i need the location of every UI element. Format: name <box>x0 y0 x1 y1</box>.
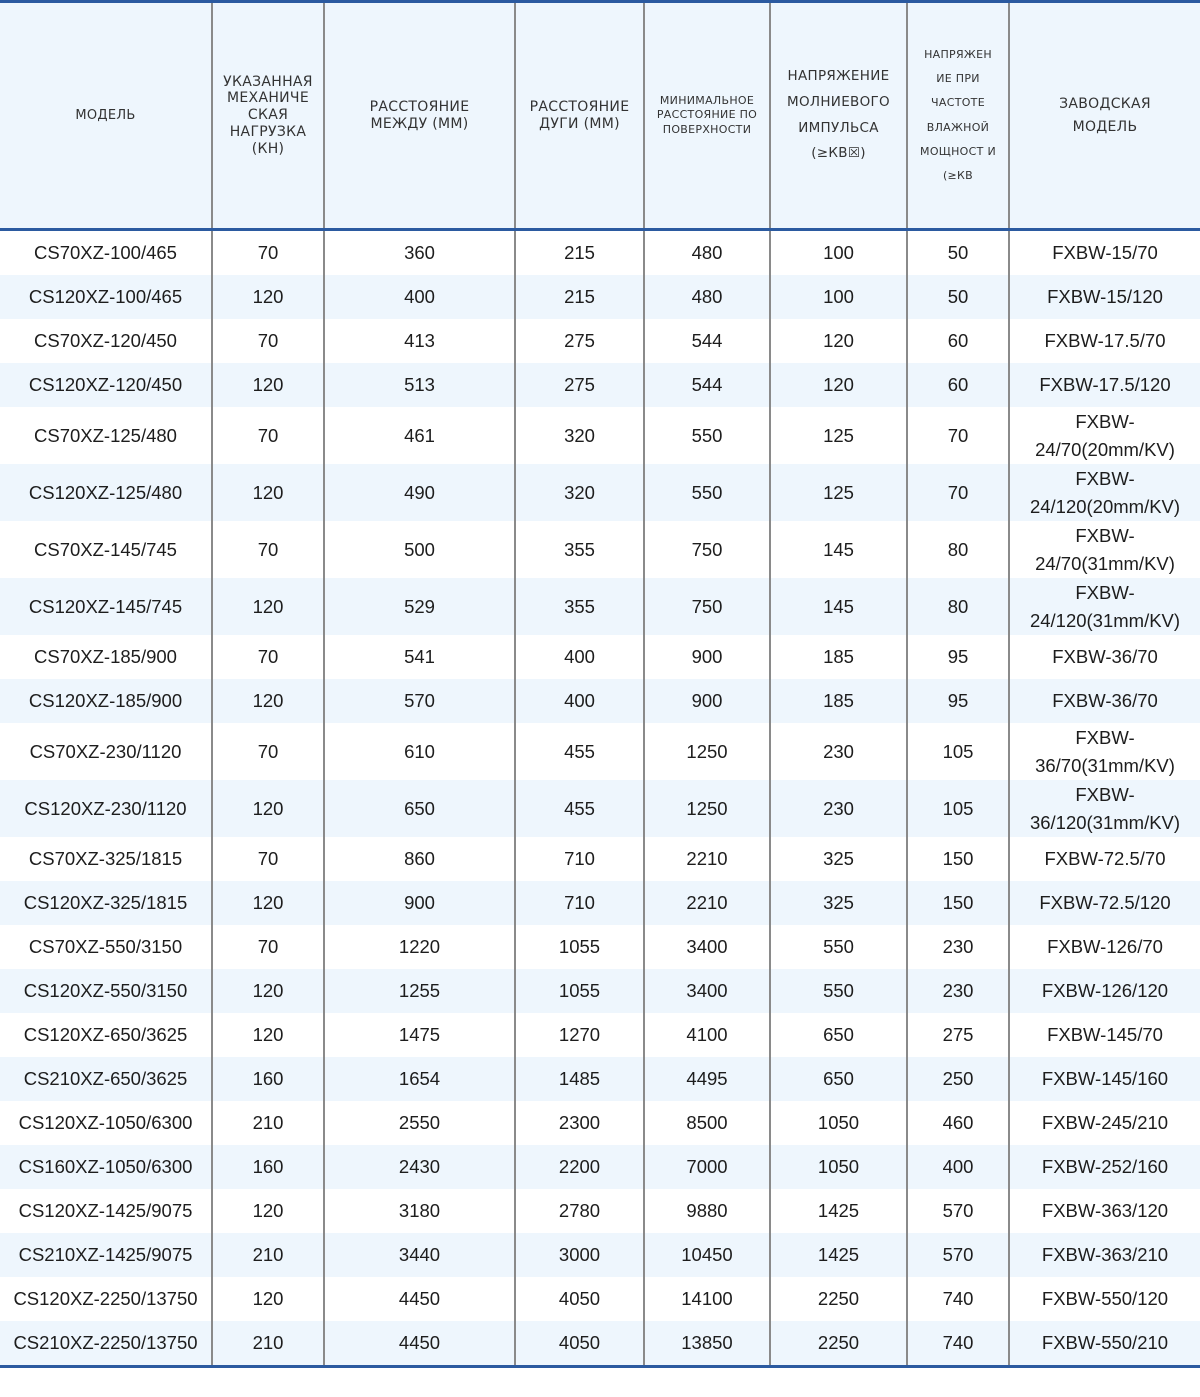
cell-creepage-distance: 550 <box>644 407 770 464</box>
cell-creepage-distance: 4495 <box>644 1057 770 1101</box>
cell-arc-distance: 4050 <box>515 1277 644 1321</box>
cell-factory-model: FXBW-36/70 <box>1009 679 1200 723</box>
header-wet-power-frequency: НАПРЯЖЕН ИЕ ПРИ ЧАСТОТЕ ВЛАЖНОЙ МОЩНОСТ И (≥КВ <box>907 2 1009 230</box>
cell-lightning-impulse: 2250 <box>770 1277 907 1321</box>
cell-distance-between: 461 <box>324 407 515 464</box>
cell-distance-between: 2430 <box>324 1145 515 1189</box>
cell-distance-between: 2550 <box>324 1101 515 1145</box>
cell-factory-model: FXBW-72.5/120 <box>1009 881 1200 925</box>
cell-arc-distance: 2200 <box>515 1145 644 1189</box>
table-row <box>0 723 1200 780</box>
header-lightning-impulse: НАПРЯЖЕНИЕ МОЛНИЕВОГО ИМПУЛЬСА (≥КВ☒) <box>770 2 907 230</box>
cell-mechanical-load: 120 <box>212 464 324 521</box>
cell-model: CS70XZ-125/480 <box>34 424 177 446</box>
cell-lightning-impulse: 120 <box>770 319 907 363</box>
cell-lightning-impulse: 125 <box>770 464 907 521</box>
cell-factory-model: FXBW-24/120(31mm/KV) <box>1009 578 1200 635</box>
cell-arc-distance: 400 <box>515 635 644 679</box>
cell-wet-power-frequency: 250 <box>907 1057 1009 1101</box>
cell-model: CS120XZ-120/450 <box>0 363 212 407</box>
cell-mechanical-load: 120 <box>212 1013 324 1057</box>
table-row <box>0 464 1200 521</box>
cell-arc-distance: 3000 <box>515 1233 644 1277</box>
cell-mechanical-load: 210 <box>212 1233 324 1277</box>
table-row <box>0 1233 1200 1277</box>
cell-mechanical-load: 70 <box>212 407 324 464</box>
cell-factory-model: FXBW-145/70 <box>1009 1013 1200 1057</box>
cell-factory-model: FXBW-24/70(31mm/KV) <box>1009 521 1200 578</box>
cell-distance-between: 570 <box>324 679 515 723</box>
cell-factory-model: FXBW-550/120 <box>1009 1277 1200 1321</box>
cell-distance-between: 650 <box>324 780 515 837</box>
cell-mechanical-load: 120 <box>212 275 324 319</box>
cell-lightning-impulse: 125 <box>770 407 907 464</box>
cell-model: CS120XZ-145/745 <box>0 578 212 635</box>
cell-arc-distance: 1270 <box>515 1013 644 1057</box>
cell-lightning-impulse: 185 <box>770 679 907 723</box>
cell-wet-power-frequency: 150 <box>907 881 1009 925</box>
cell-wet-power-frequency: 740 <box>907 1321 1009 1367</box>
cell-lightning-impulse: 1050 <box>770 1101 907 1145</box>
table-row <box>0 407 1200 464</box>
cell-model: CS210XZ-2250/13750 <box>0 1321 212 1367</box>
header-model: МОДЕЛЬ <box>0 2 212 230</box>
cell-arc-distance: 1055 <box>515 925 644 969</box>
cell-lightning-impulse: 1050 <box>770 1145 907 1189</box>
cell-wet-power-frequency: 70 <box>907 464 1009 521</box>
table-row <box>0 881 1200 925</box>
table-row <box>0 1057 1200 1101</box>
cell-wet-power-frequency: 105 <box>907 723 1009 780</box>
cell-distance-between: 900 <box>324 881 515 925</box>
header-arc-distance: РАССТОЯНИЕ ДУГИ (ММ) <box>515 2 644 230</box>
table-row <box>0 230 1200 276</box>
header-factory-model: ЗАВОДСКАЯ МОДЕЛЬ <box>1009 2 1200 230</box>
cell-factory-model: FXBW-15/120 <box>1009 275 1200 319</box>
cell-lightning-impulse: 550 <box>770 925 907 969</box>
cell-creepage-distance: 2210 <box>644 837 770 881</box>
cell-mechanical-load: 160 <box>212 1057 324 1101</box>
cell-model: CS120XZ-650/3625 <box>23 1024 188 1045</box>
cell-arc-distance: 215 <box>515 230 644 276</box>
cell-mechanical-load: 70 <box>212 723 324 780</box>
cell-wet-power-frequency: 400 <box>907 1145 1009 1189</box>
table-row <box>0 925 1200 969</box>
cell-arc-distance: 320 <box>515 407 644 464</box>
cell-arc-distance: 1055 <box>515 969 644 1013</box>
cell-creepage-distance: 10450 <box>644 1233 770 1277</box>
cell-creepage-distance: 14100 <box>644 1277 770 1321</box>
cell-lightning-impulse: 325 <box>770 837 907 881</box>
cell-creepage-distance: 544 <box>644 363 770 407</box>
cell-model: CS160XZ-1050/6300 <box>0 1145 212 1189</box>
cell-arc-distance: 1485 <box>515 1057 644 1101</box>
cell-model: CS120XZ-550/3150 <box>0 969 212 1013</box>
cell-distance-between: 860 <box>324 837 515 881</box>
cell-mechanical-load: 120 <box>212 1277 324 1321</box>
cell-lightning-impulse: 1425 <box>770 1189 907 1233</box>
cell-wet-power-frequency: 95 <box>907 679 1009 723</box>
cell-distance-between: 3180 <box>324 1189 515 1233</box>
cell-wet-power-frequency: 70 <box>907 407 1009 464</box>
cell-model: CS120XZ-325/1815 <box>0 881 212 925</box>
table-row <box>0 1101 1200 1145</box>
cell-lightning-impulse: 550 <box>770 969 907 1013</box>
cell-mechanical-load: 70 <box>212 635 324 679</box>
cell-distance-between: 1255 <box>324 969 515 1013</box>
cell-mechanical-load: 120 <box>212 881 324 925</box>
cell-creepage-distance: 750 <box>644 578 770 635</box>
table-row <box>0 521 1200 578</box>
cell-factory-model: FXBW-36/120(31mm/KV) <box>1009 780 1200 837</box>
cell-factory-model: FXBW-36/70(31mm/KV) <box>1009 723 1200 780</box>
cell-wet-power-frequency: 50 <box>907 275 1009 319</box>
cell-distance-between: 1475 <box>324 1013 515 1057</box>
header-mechanical-load: УКАЗАННАЯ МЕХАНИЧЕ СКАЯ НАГРУЗКА (КН) <box>212 2 324 230</box>
cell-mechanical-load: 120 <box>212 363 324 407</box>
cell-distance-between: 360 <box>324 230 515 276</box>
table-row <box>0 319 1200 363</box>
cell-factory-model: FXBW-24/70(20mm/KV) <box>1009 407 1200 464</box>
cell-model: CS210XZ-1425/9075 <box>0 1233 212 1277</box>
cell-factory-model: FXBW-15/70 <box>1009 230 1200 276</box>
cell-model: CS120XZ-2250/13750 <box>13 1288 198 1309</box>
cell-mechanical-load: 120 <box>212 578 324 635</box>
cell-lightning-impulse: 2250 <box>770 1321 907 1367</box>
cell-wet-power-frequency: 740 <box>907 1277 1009 1321</box>
cell-creepage-distance: 1250 <box>644 723 770 780</box>
table-header <box>0 2 1200 230</box>
cell-wet-power-frequency: 150 <box>907 837 1009 881</box>
cell-creepage-distance: 7000 <box>644 1145 770 1189</box>
cell-lightning-impulse: 325 <box>770 881 907 925</box>
cell-distance-between: 1220 <box>324 925 515 969</box>
cell-arc-distance: 355 <box>515 521 644 578</box>
cell-mechanical-load: 70 <box>212 319 324 363</box>
cell-wet-power-frequency: 95 <box>907 635 1009 679</box>
cell-creepage-distance: 3400 <box>644 925 770 969</box>
cell-lightning-impulse: 145 <box>770 578 907 635</box>
cell-lightning-impulse: 145 <box>770 521 907 578</box>
cell-lightning-impulse: 1425 <box>770 1233 907 1277</box>
cell-model: CS70XZ-550/3150 <box>28 936 183 957</box>
cell-arc-distance: 455 <box>515 780 644 837</box>
cell-creepage-distance: 9880 <box>644 1189 770 1233</box>
cell-arc-distance: 2300 <box>515 1101 644 1145</box>
cell-wet-power-frequency: 275 <box>907 1013 1009 1057</box>
table-row <box>0 837 1200 881</box>
cell-factory-model: FXBW-17.5/120 <box>1009 363 1200 407</box>
cell-model: CS120XZ-100/465 <box>0 275 212 319</box>
cell-factory-model: FXBW-363/210 <box>1009 1233 1200 1277</box>
cell-mechanical-load: 70 <box>212 230 324 276</box>
cell-factory-model: FXBW-252/160 <box>1009 1145 1200 1189</box>
cell-wet-power-frequency: 460 <box>907 1101 1009 1145</box>
cell-mechanical-load: 210 <box>212 1101 324 1145</box>
cell-factory-model: FXBW-24/120(20mm/KV) <box>1009 464 1200 521</box>
cell-creepage-distance: 480 <box>644 230 770 276</box>
cell-wet-power-frequency: 80 <box>907 521 1009 578</box>
cell-creepage-distance: 4100 <box>644 1013 770 1057</box>
cell-factory-model: FXBW-36/70 <box>1009 635 1200 679</box>
cell-mechanical-load: 210 <box>212 1321 324 1367</box>
cell-factory-model: FXBW-17.5/70 <box>1009 319 1200 363</box>
cell-distance-between: 1654 <box>324 1057 515 1101</box>
table-row <box>0 969 1200 1013</box>
cell-model: CS70XZ-100/465 <box>34 242 177 263</box>
cell-creepage-distance: 480 <box>644 275 770 319</box>
table-row <box>0 1321 1200 1367</box>
cell-lightning-impulse: 100 <box>770 275 907 319</box>
cell-mechanical-load: 120 <box>212 969 324 1013</box>
table-body <box>0 230 1200 1367</box>
cell-arc-distance: 2780 <box>515 1189 644 1233</box>
cell-factory-model: FXBW-72.5/70 <box>1009 837 1200 881</box>
cell-creepage-distance: 2210 <box>644 881 770 925</box>
cell-creepage-distance: 550 <box>644 464 770 521</box>
cell-distance-between: 513 <box>324 363 515 407</box>
cell-factory-model: FXBW-363/120 <box>1009 1189 1200 1233</box>
table-row <box>0 1145 1200 1189</box>
cell-creepage-distance: 8500 <box>644 1101 770 1145</box>
cell-wet-power-frequency: 230 <box>907 969 1009 1013</box>
cell-arc-distance: 275 <box>515 363 644 407</box>
table-row <box>0 1189 1200 1233</box>
cell-model: CS70XZ-230/1120 <box>29 740 182 762</box>
cell-arc-distance: 400 <box>515 679 644 723</box>
cell-factory-model: FXBW-145/160 <box>1009 1057 1200 1101</box>
header-row <box>0 2 1200 230</box>
cell-factory-model: FXBW-550/210 <box>1009 1321 1200 1367</box>
cell-arc-distance: 275 <box>515 319 644 363</box>
header-distance-between: РАССТОЯНИЕ МЕЖДУ (ММ) <box>324 2 515 230</box>
cell-lightning-impulse: 230 <box>770 780 907 837</box>
table-row <box>0 363 1200 407</box>
cell-factory-model: FXBW-126/120 <box>1009 969 1200 1013</box>
cell-creepage-distance: 3400 <box>644 969 770 1013</box>
cell-arc-distance: 355 <box>515 578 644 635</box>
cell-factory-model: FXBW-245/210 <box>1009 1101 1200 1145</box>
cell-model: CS210XZ-650/3625 <box>0 1057 212 1101</box>
cell-distance-between: 529 <box>324 578 515 635</box>
cell-arc-distance: 215 <box>515 275 644 319</box>
cell-arc-distance: 710 <box>515 881 644 925</box>
cell-mechanical-load: 70 <box>212 925 324 969</box>
cell-wet-power-frequency: 80 <box>907 578 1009 635</box>
cell-wet-power-frequency: 570 <box>907 1233 1009 1277</box>
cell-arc-distance: 455 <box>515 723 644 780</box>
cell-distance-between: 500 <box>324 521 515 578</box>
cell-distance-between: 490 <box>324 464 515 521</box>
cell-arc-distance: 710 <box>515 837 644 881</box>
cell-lightning-impulse: 650 <box>770 1013 907 1057</box>
cell-wet-power-frequency: 60 <box>907 319 1009 363</box>
cell-wet-power-frequency: 105 <box>907 780 1009 837</box>
cell-wet-power-frequency: 570 <box>907 1189 1009 1233</box>
cell-mechanical-load: 160 <box>212 1145 324 1189</box>
cell-creepage-distance: 1250 <box>644 780 770 837</box>
cell-model: CS120XZ-125/480 <box>0 464 212 521</box>
cell-mechanical-load: 70 <box>212 837 324 881</box>
cell-lightning-impulse: 650 <box>770 1057 907 1101</box>
table-row <box>0 679 1200 723</box>
cell-distance-between: 413 <box>324 319 515 363</box>
cell-distance-between: 541 <box>324 635 515 679</box>
cell-wet-power-frequency: 60 <box>907 363 1009 407</box>
cell-lightning-impulse: 230 <box>770 723 907 780</box>
table-row <box>0 1277 1200 1321</box>
cell-distance-between: 400 <box>324 275 515 319</box>
cell-model: CS70XZ-325/1815 <box>28 848 183 869</box>
cell-factory-model: FXBW-126/70 <box>1009 925 1200 969</box>
cell-mechanical-load: 120 <box>212 780 324 837</box>
cell-distance-between: 4450 <box>324 1321 515 1367</box>
table-row <box>0 780 1200 837</box>
cell-mechanical-load: 120 <box>212 679 324 723</box>
table-row <box>0 275 1200 319</box>
cell-mechanical-load: 70 <box>212 521 324 578</box>
cell-model: CS70XZ-185/900 <box>34 646 177 667</box>
cell-mechanical-load: 120 <box>212 1189 324 1233</box>
table-row <box>0 1013 1200 1057</box>
cell-creepage-distance: 544 <box>644 319 770 363</box>
cell-model: CS120XZ-185/900 <box>0 679 212 723</box>
cell-wet-power-frequency: 50 <box>907 230 1009 276</box>
cell-lightning-impulse: 100 <box>770 230 907 276</box>
cell-creepage-distance: 900 <box>644 679 770 723</box>
cell-model: CS120XZ-1425/9075 <box>18 1200 193 1221</box>
cell-arc-distance: 4050 <box>515 1321 644 1367</box>
cell-creepage-distance: 13850 <box>644 1321 770 1367</box>
cell-distance-between: 3440 <box>324 1233 515 1277</box>
cell-model: CS70XZ-145/745 <box>34 538 177 560</box>
cell-distance-between: 610 <box>324 723 515 780</box>
table-row <box>0 635 1200 679</box>
cell-arc-distance: 320 <box>515 464 644 521</box>
cell-distance-between: 4450 <box>324 1277 515 1321</box>
cell-wet-power-frequency: 230 <box>907 925 1009 969</box>
cell-model: CS120XZ-1050/6300 <box>18 1112 193 1133</box>
header-creepage-distance: МИНИМАЛЬНОЕ РАССТОЯНИЕ ПО ПОВЕРХНОСТИ <box>644 2 770 230</box>
cell-model: CS120XZ-230/1120 <box>0 780 212 837</box>
cell-lightning-impulse: 185 <box>770 635 907 679</box>
cell-creepage-distance: 750 <box>644 521 770 578</box>
cell-lightning-impulse: 120 <box>770 363 907 407</box>
table-row <box>0 578 1200 635</box>
cell-creepage-distance: 900 <box>644 635 770 679</box>
cell-model: CS70XZ-120/450 <box>34 330 177 351</box>
